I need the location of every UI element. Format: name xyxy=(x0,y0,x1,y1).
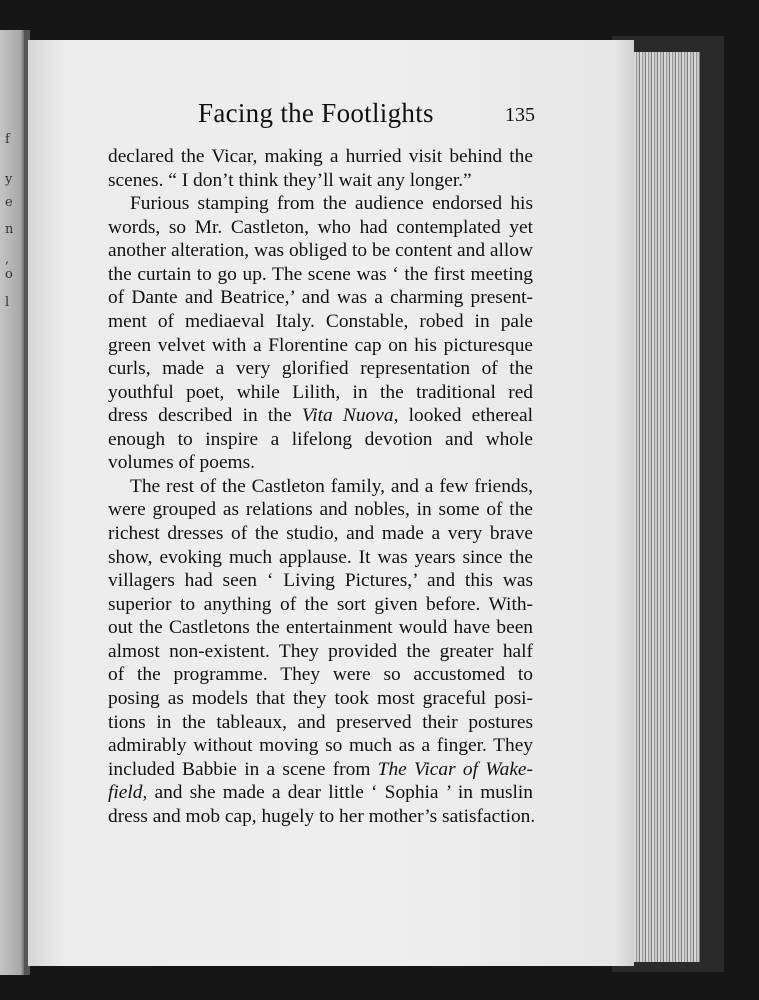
text-run: richest dresses of the studio, and made a very brave xyxy=(108,523,533,544)
text-line xyxy=(108,734,533,758)
text-line xyxy=(108,334,533,358)
text-run: Furious stamping from the audience endorsed his xyxy=(130,193,533,215)
text-line xyxy=(108,216,533,240)
text-run: of Dante and Beatrice,’ and was a charming present- xyxy=(108,287,533,309)
text-run: villagers had seen ‘ Living Pictures,’ and this was xyxy=(108,570,533,592)
text-line xyxy=(108,522,533,546)
text-line xyxy=(108,711,533,735)
text-run: dress and mob cap, hugely to her mother’s satisfaction. xyxy=(108,805,536,827)
text-line xyxy=(108,451,533,475)
italic-title: The Vicar of Wake- xyxy=(377,758,533,780)
text-line xyxy=(108,687,533,711)
text-run: words, so Mr. Castleton, who had contemplated yet xyxy=(108,216,533,238)
text-line xyxy=(108,404,533,428)
previous-page-fragment: y xyxy=(5,172,13,187)
previous-page-fragment: f xyxy=(5,132,10,147)
text-run: admirably without moving so much as a finger. They xyxy=(108,735,533,757)
text-line xyxy=(108,428,533,452)
text-run: of the programme. They were so accustomed to xyxy=(108,664,533,686)
previous-page-fragment: e xyxy=(5,195,13,210)
text-line xyxy=(108,263,533,287)
text-run: show, evoking much applause. It was years since the xyxy=(108,546,533,568)
text-line xyxy=(108,616,533,640)
text-line xyxy=(108,781,533,805)
text-line xyxy=(108,239,533,263)
text-run: almost non-existent. They provided the greater half xyxy=(108,640,533,662)
text-run: tions in the tableaux, and preserved their postures xyxy=(108,711,533,733)
text-line xyxy=(108,758,533,782)
text-line xyxy=(108,286,533,310)
running-head: Facing the Footlights xyxy=(198,98,434,128)
text-line xyxy=(108,498,533,522)
page-edges xyxy=(628,52,700,962)
text-run: youthful poet, while Lilith, in the traditional red xyxy=(108,381,533,403)
body-text xyxy=(108,145,536,828)
italic-title: Vita Nuova xyxy=(301,405,394,427)
text-line xyxy=(108,169,533,193)
text-run: green velvet with a Florentine cap on his picturesque xyxy=(108,334,533,356)
previous-page xyxy=(0,30,26,975)
text-run: out the Castletons the entertainment would have been xyxy=(108,617,533,639)
text-line xyxy=(108,381,533,405)
text-run: the curtain to go up. The scene was ‘ the first meeting xyxy=(108,263,533,285)
text-line xyxy=(108,805,536,829)
text-line xyxy=(108,310,533,334)
text-line xyxy=(108,663,533,687)
text-run: , looked ethereal xyxy=(393,405,533,427)
text-line xyxy=(108,640,533,664)
text-line xyxy=(108,145,533,169)
text-line xyxy=(108,546,533,570)
text-run: enough to inspire a lifelong devotion and whole xyxy=(108,428,533,450)
text-run: scenes. “ I don’t think they’ll wait any longer.” xyxy=(108,169,472,191)
previous-page-fragment: l xyxy=(5,295,10,310)
text-run: posing as models that they took most graceful posi- xyxy=(108,687,533,709)
text-run: The rest of the Castleton family, and a few friends, xyxy=(130,475,533,497)
previous-page-fragment: o xyxy=(5,267,13,282)
text-run: dress described in the xyxy=(108,405,302,427)
text-run: were grouped as relations and nobles, in some of the xyxy=(108,499,533,521)
text-run: , and she made a dear little ‘ Sophia ’ in muslin xyxy=(142,782,533,804)
text-run: declared the Vicar, making a hurried visit behind the xyxy=(108,146,533,167)
text-run: volumes of poems. xyxy=(108,452,256,474)
text-line xyxy=(108,357,533,381)
page-number: 135 xyxy=(505,104,535,126)
text-run: superior to anything of the sort given before. With- xyxy=(108,593,533,615)
previous-page-fragment: , xyxy=(5,252,10,267)
previous-page-fragment: n xyxy=(5,222,14,237)
text-run: ment of mediaeval Italy. Constable, robed in pale xyxy=(108,310,533,332)
text-line xyxy=(108,475,533,499)
text-line xyxy=(108,569,533,593)
text-run: another alteration, was obliged to be content and allow xyxy=(108,240,533,262)
italic-title: field xyxy=(108,782,143,804)
text-line xyxy=(108,593,533,617)
text-run: curls, made a very glorified representation of the xyxy=(108,358,533,380)
text-run: included Babbie in a scene from xyxy=(108,758,378,780)
text-line xyxy=(108,192,533,216)
